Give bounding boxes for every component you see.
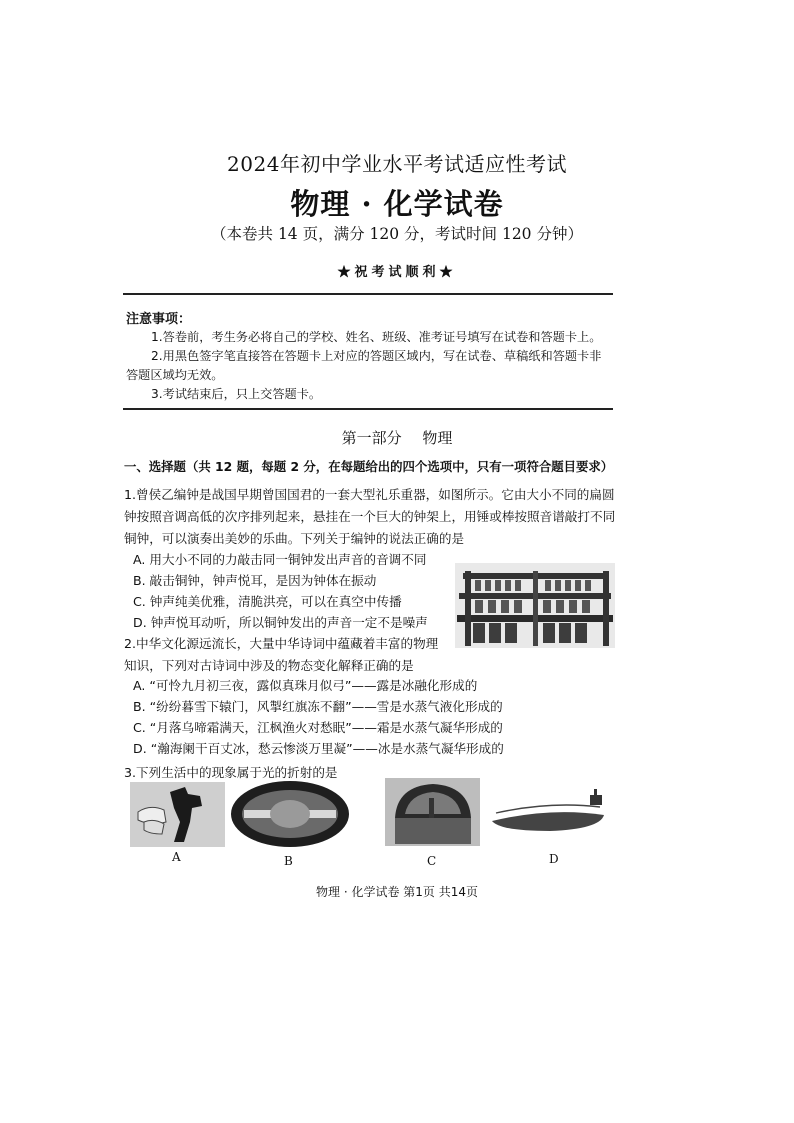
q1-option-d: D. 钟声悦耳动听，所以铜钟发出的声音一定不是噪声 (133, 615, 428, 630)
notice-item-2: 2.用黑色签字笔直接答在答题卡上对应的答题区域内，写在试卷、草稿纸和答题卡非 (151, 349, 602, 363)
divider-bottom (123, 408, 613, 410)
notice-heading: 注意事项： (126, 312, 192, 327)
pencil-in-water-image (385, 778, 480, 846)
paper-subject-title: 物理 · 化学试卷 (290, 187, 504, 221)
part-heading: 一、选择题（共 12 题，每题 2 分，在每题给出的四个选项中，只有一项符合题目要求） (124, 459, 614, 474)
bianzhong-bells-image (455, 563, 615, 648)
q2-option-b: B. “纷纷暮雪下辕门，风掣红旗冻不翻”——雪是水蒸气液化形成的 (133, 699, 503, 714)
q2-stem-line1: 2.中华文化源远流长，大量中华诗词中蕴藏着丰富的物理 (124, 636, 439, 651)
q2-option-a: A. “可怜九月初三夜，露似真珠月似弓”——露是冰融化形成的 (133, 678, 478, 693)
section-title: 第一部分 物理 (341, 429, 453, 447)
exam-title: 2024年初中学业水平考试适应性考试 (227, 152, 567, 176)
divider-top (123, 293, 613, 295)
notice-item-2-cont: 答题区域均无效。 (126, 368, 224, 382)
notice-item-3: 3.考试结束后，只上交答题卡。 (151, 387, 322, 401)
q1-stem-line3: 铜钟，可以演奏出美妙的乐曲。下列关于编钟的说法正确的是 (124, 531, 465, 546)
q3-label-b: B (284, 854, 293, 868)
q3-label-a: A (172, 850, 181, 864)
q1-option-a: A. 用大小不同的力敲击同一铜钟发出声音的音调不同 (133, 552, 427, 567)
q1-option-c: C. 钟声纯美优雅，清脆洪亮，可以在真空中传播 (133, 594, 402, 609)
notice-item-1: 1.答卷前，考生务必将自己的学校、姓名、班级、准考证号填写在试卷和答题卡上。 (151, 330, 602, 344)
paper-info: （本卷共 14 页，满分 120 分，考试时间 120 分钟） (211, 225, 583, 243)
q2-option-d: D. “瀚海阑干百丈冰，愁云惨淡万里凝”——冰是水蒸气凝华形成的 (133, 741, 504, 756)
page-footer: 物理 · 化学试卷 第1页 共14页 (316, 885, 478, 899)
q1-stem-line2: 钟按照音调高低的次序排列起来，悬挂在一个巨大的钟架上，用锤或棒按照音谱敲打不同 (124, 509, 616, 524)
good-luck-banner: ★祝考试顺利★ (337, 265, 457, 280)
light-beam-image (490, 785, 610, 835)
q1-option-b: B. 敲击铜钟，钟声悦耳，是因为钟体在振动 (133, 573, 377, 588)
shadow-puppet-image (130, 782, 225, 847)
q2-option-c: C. “月落乌啼霜满天，江枫渔火对愁眠”——霜是水蒸气凝华形成的 (133, 720, 503, 735)
q2-stem-line2: 知识，下列对古诗词中涉及的物态变化解释正确的是 (124, 658, 414, 673)
q3-label-c: C (427, 854, 437, 868)
q1-stem-line1: 1.曾侯乙编钟是战国早期曾国国君的一套大型礼乐重器，如图所示。它由大小不同的扁圆 (124, 487, 615, 502)
q3-label-d: D (549, 852, 559, 866)
q3-stem: 3.下列生活中的现象属于光的折射的是 (124, 765, 338, 780)
mirror-reflection-image (230, 780, 350, 848)
